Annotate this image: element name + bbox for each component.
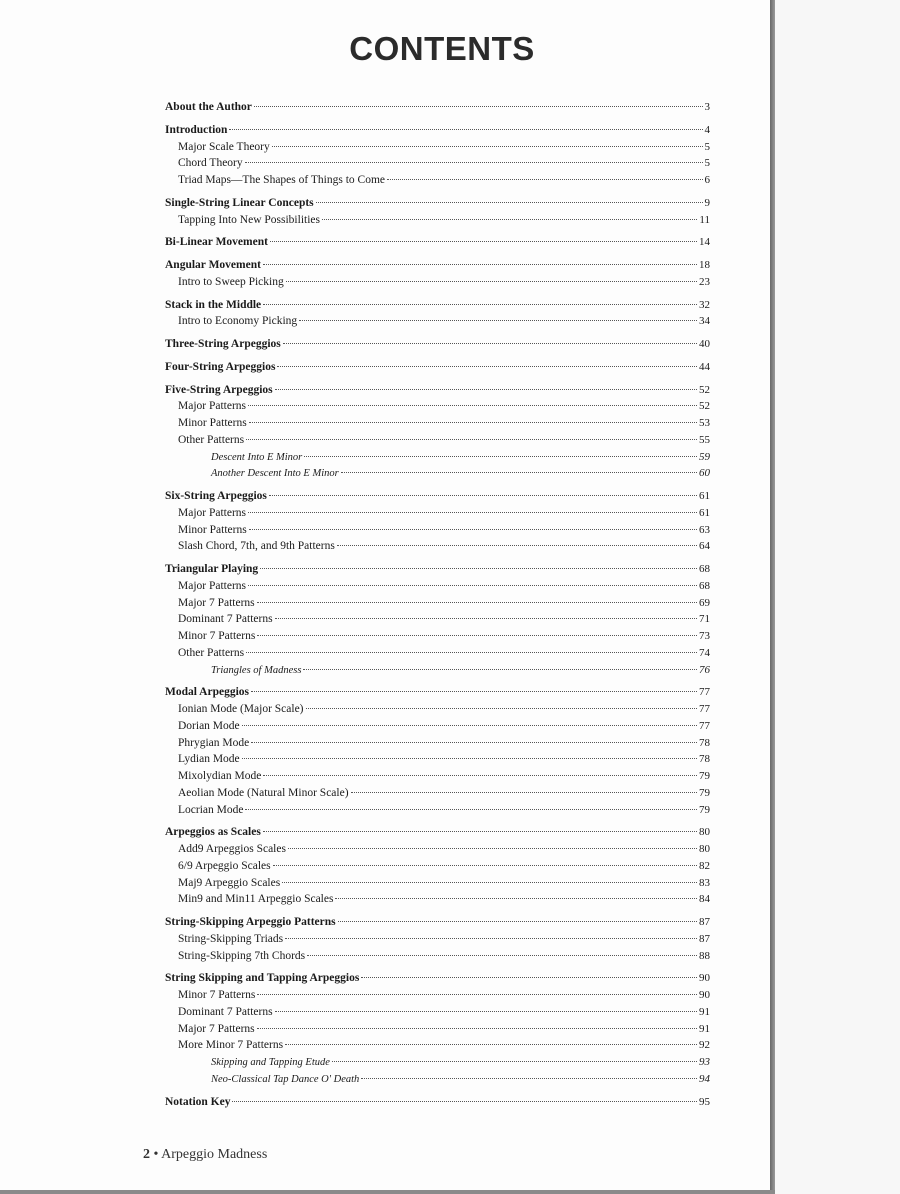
toc-subsection[interactable] [165,768,710,785]
toc-subsection[interactable] [165,274,710,291]
toc-entry-page: 14 [699,236,710,249]
toc-subsection[interactable] [165,858,710,875]
dot-leader [275,1011,697,1012]
dot-leader [273,865,697,866]
dot-leader [263,304,697,305]
toc-entry-title: Add9 Arpeggios Scales [178,843,286,855]
toc-entry-title: Dominant 7 Patterns [178,613,273,626]
toc-subsection[interactable] [165,802,710,819]
toc-entry-page: 91 [699,1005,710,1018]
toc-entry-page: 84 [699,893,710,906]
toc-entry-title: String-Skipping Triads [178,932,284,945]
toc-entry-page: 80 [699,843,710,855]
toc-entry-page: 95 [699,1095,710,1108]
toc-entry-page: 80 [699,826,710,839]
dot-leader [275,389,697,390]
dot-leader [275,618,697,619]
dot-leader [270,241,697,242]
toc-subsection[interactable] [165,701,710,718]
toc-entry-title: Dorian Mode [178,719,240,732]
dot-leader [242,725,697,726]
toc-entry-title: More Minor 7 Patterns [178,1039,284,1052]
toc-entry-page: 77 [699,686,710,699]
toc-entry-page: 63 [699,523,710,536]
toc-entry-page: 73 [699,630,710,642]
dot-leader [248,405,697,406]
toc-subsection[interactable] [165,931,710,948]
toc-entry-title: Major 7 Patterns [178,1022,255,1035]
footer-separator: • [153,1147,159,1162]
dot-leader [304,456,697,457]
toc-entry-page: 34 [699,315,710,328]
toc-entry-title: Intro to Economy Picking [178,315,298,328]
dot-leader [337,545,697,546]
toc-entry-page: 94 [699,1072,710,1085]
toc-section[interactable] [165,99,710,116]
toc-section[interactable] [165,234,710,251]
toc-subsection[interactable] [165,212,710,229]
toc-section[interactable] [165,914,710,931]
page-footer [143,1147,267,1163]
toc-entry-title: Triangular Playing [165,563,259,575]
toc-entry-page: 69 [699,596,710,609]
toc-entry-title: Skipping and Tapping Etude [211,1057,330,1068]
toc-entry-page: 68 [699,579,710,592]
toc-subsection[interactable] [165,1004,710,1021]
dot-leader [299,320,697,321]
toc-entry-title: Major Patterns [178,506,247,519]
toc-entry-title: Angular Movement [165,259,261,271]
toc-section[interactable] [165,970,710,987]
toc-entry-title: Three-String Arpeggios [165,338,281,350]
toc-entry-title: Major 7 Patterns [178,596,255,609]
dot-leader [387,179,703,180]
toc-entry-page: 77 [699,703,710,715]
toc-entry-page: 90 [699,972,710,985]
dot-leader [251,742,697,743]
toc-entry-title: Four-String Arpeggios [165,360,276,373]
toc-section[interactable] [165,359,710,376]
dot-leader [248,512,697,513]
dot-leader [306,708,697,709]
toc-entry-title: Locrian Mode [178,803,244,816]
toc-entry-page: 82 [699,859,710,872]
toc-subsection[interactable] [165,155,710,172]
toc-entry-page: 55 [699,433,710,446]
toc-entry-title: Minor Patterns [178,417,247,429]
toc-subsection[interactable] [165,841,710,858]
dot-leader [245,809,697,810]
page-edge [770,0,775,1194]
toc-entry-title: Descent Into E Minor [211,451,303,463]
toc-section[interactable] [165,297,710,314]
toc-entry-title: Triad Maps—The Shapes of Things to Come [178,174,385,186]
toc-entry-title: Another Descent Into E Minor [211,468,339,480]
dot-leader [232,1101,697,1102]
dot-leader [248,585,697,586]
dot-leader [332,1061,697,1062]
page-background [775,0,900,1194]
toc-entry-title: Introduction [165,123,228,136]
toc-entry-title: Arpeggios as Scales [165,826,261,839]
toc-subsection[interactable] [165,891,710,908]
dot-leader [257,635,697,636]
dot-leader [286,281,697,282]
toc-entry-page: 4 [704,123,710,136]
toc-section[interactable] [165,195,710,212]
toc-entry-page: 5 [704,157,710,170]
toc-entry-page: 93 [699,1056,710,1068]
toc-entry-page: 79 [699,770,710,782]
toc-entry-page: 32 [699,298,710,311]
dot-leader [335,898,697,899]
toc-entry-page: 78 [699,753,710,766]
toc-subsection[interactable] [165,172,710,189]
dot-leader [285,1044,697,1045]
dot-leader [288,848,697,849]
toc-entry-page: 79 [699,803,710,816]
toc-entry-title: About the Author [165,101,252,113]
toc-subsection[interactable] [165,595,710,612]
dot-leader [246,439,697,440]
toc-entry-title: Major Patterns [178,579,247,592]
page-title: CONTENTS [349,30,535,67]
toc-entry-page: 11 [699,213,710,226]
toc-subsection[interactable] [165,751,710,768]
toc-entry-page: 76 [699,663,710,676]
toc-entry-title: Lydian Mode [178,753,240,766]
toc-entry-title: Minor 7 Patterns [178,989,256,1001]
dot-leader [361,977,697,978]
toc-entry-page: 53 [699,417,710,429]
toc-entry-title: Maj9 Arpeggio Scales [178,876,281,889]
toc-entry-page: 40 [699,338,710,350]
dot-leader [260,568,697,569]
toc-entry-page: 61 [699,490,710,502]
toc-entry-page: 9 [704,196,710,209]
toc-entry-title: Tapping Into New Possibilities [178,213,320,226]
toc-entry-title: Major Patterns [178,400,247,413]
toc-entry-page: 64 [699,540,710,553]
toc-subsection[interactable] [165,1021,710,1038]
toc-section[interactable] [165,382,710,399]
toc-entry-title: Single-String Linear Concepts [165,196,314,209]
toc-entry-title: Aeolian Mode (Natural Minor Scale) [178,786,349,799]
dot-leader [269,495,697,496]
toc-entry-title: Chord Theory [178,157,243,170]
toc-subsection[interactable] [165,948,710,965]
toc-entry-title: Other Patterns [178,433,245,446]
toc-subsection[interactable] [165,522,710,539]
toc-subsection[interactable] [165,578,710,595]
toc-subsubsection[interactable] [165,662,710,679]
toc-entry-title: Minor Patterns [178,523,247,536]
toc-subsection[interactable] [165,875,710,892]
toc-entry-page: 59 [699,450,710,463]
toc-entry-page: 79 [699,786,710,799]
toc-section[interactable] [165,336,710,353]
toc-entry-page: 18 [699,259,710,271]
dot-leader [257,602,697,603]
footer-book-title: Arpeggio Madness [161,1147,268,1162]
toc-subsection[interactable] [165,987,710,1004]
dot-leader [351,792,697,793]
toc-subsection[interactable] [165,718,710,735]
toc-entry-title: Phrygian Mode [178,736,250,749]
dot-leader [246,652,697,653]
toc-entry-title: Dominant 7 Patterns [178,1005,273,1018]
toc-subsection[interactable] [165,645,710,662]
toc-entry-title: 6/9 Arpeggio Scales [178,859,271,872]
dot-leader [282,882,697,883]
toc-entry-page: 78 [699,736,710,749]
dot-leader [322,219,697,220]
toc-subsection[interactable] [165,432,710,449]
toc-entry-title: Minor 7 Patterns [178,630,256,642]
toc-subsection[interactable] [165,1037,710,1054]
toc-entry-page: 44 [699,360,710,373]
toc-section[interactable] [165,488,710,505]
toc-entry-page: 52 [699,383,710,396]
toc-subsection[interactable] [165,398,710,415]
toc-subsubsection[interactable] [165,449,710,466]
toc-entry-page: 87 [699,916,710,928]
toc-entry-page: 91 [699,1022,710,1035]
toc-entry-page: 52 [699,400,710,413]
dot-leader [229,129,702,130]
toc-entry-page: 68 [699,563,710,575]
dot-leader [283,343,697,344]
toc-entry-page: 61 [699,506,710,519]
toc-entry-title: Ionian Mode (Major Scale) [178,703,304,715]
toc-subsection[interactable] [165,735,710,752]
toc-entry-title: Other Patterns [178,646,245,659]
dot-leader [245,162,703,163]
toc-entry-page: 90 [699,989,710,1001]
toc-entry-page: 74 [699,646,710,659]
toc-entry-page: 23 [699,275,710,288]
dot-leader [338,921,697,922]
toc-entry-title: String-Skipping 7th Chords [178,949,306,962]
toc-subsubsection[interactable] [165,1054,710,1071]
dot-leader [272,146,703,147]
toc-entry-page: 71 [699,613,710,626]
toc-entry-title: Neo-Classical Tap Dance O' Death [211,1073,360,1085]
toc-entry-title: Notation Key [165,1095,231,1108]
dot-leader [263,775,697,776]
dot-leader [316,202,703,203]
toc-entry-title: String-Skipping Arpeggio Patterns [165,916,336,928]
toc-section[interactable] [165,1094,710,1111]
toc-entry-title: Intro to Sweep Picking [178,275,284,288]
dot-leader [242,758,697,759]
dot-leader [307,955,697,956]
dot-leader [257,994,697,995]
toc-entry-page: 60 [699,467,710,480]
toc-section[interactable] [165,824,710,841]
toc-entry-title: Mixolydian Mode [178,770,262,782]
toc-section[interactable] [165,122,710,139]
dot-leader [249,422,697,423]
table-of-contents [165,99,710,1110]
toc-subsection[interactable] [165,538,710,555]
toc-subsection[interactable] [165,415,710,432]
toc-section[interactable] [165,684,710,701]
toc-entry-title: Six-String Arpeggios [165,490,267,502]
dot-leader [263,831,697,832]
toc-subsection[interactable] [165,505,710,522]
dot-leader [257,1028,697,1029]
toc-subsubsection[interactable] [165,465,710,482]
toc-subsection[interactable] [165,628,710,645]
toc-entry-title: Slash Chord, 7th, and 9th Patterns [178,540,335,553]
toc-entry-title: String Skipping and Tapping Arpeggios [165,972,360,985]
dot-leader [251,691,697,692]
toc-entry-title: Bi-Linear Movement [165,236,268,249]
toc-subsection[interactable] [165,785,710,802]
toc-section[interactable] [165,257,710,274]
dot-leader [285,938,697,939]
toc-entry-page: 5 [704,140,710,153]
dot-leader [303,669,697,670]
dot-leader [263,264,697,265]
toc-entry-title: Min9 and Min11 Arpeggio Scales [178,893,334,906]
dot-leader [249,529,697,530]
toc-entry-title: Stack in the Middle [165,298,262,311]
toc-entry-page: 92 [699,1039,710,1052]
dot-leader [361,1078,697,1079]
toc-entry-title: Modal Arpeggios [165,686,250,699]
dot-leader [277,366,697,367]
toc-subsection[interactable] [165,313,710,330]
toc-entry-page: 83 [699,876,710,889]
page-bottom-edge [0,1190,775,1194]
toc-entry-page: 77 [699,719,710,732]
toc-subsection[interactable] [165,139,710,156]
dot-leader [341,472,697,473]
toc-entry-page: 87 [699,932,710,945]
toc-section[interactable] [165,561,710,578]
toc-entry-title: Five-String Arpeggios [165,383,273,396]
toc-subsection[interactable] [165,611,710,628]
toc-entry-title: Major Scale Theory [178,140,270,153]
toc-subsubsection[interactable] [165,1071,710,1088]
toc-entry-title: Triangles of Madness [211,664,302,676]
toc-entry-page: 3 [704,101,710,113]
toc-entry-page: 88 [699,949,710,962]
toc-entry-page: 6 [704,174,710,186]
footer-page-number: 2 [143,1147,150,1162]
dot-leader [254,106,703,107]
